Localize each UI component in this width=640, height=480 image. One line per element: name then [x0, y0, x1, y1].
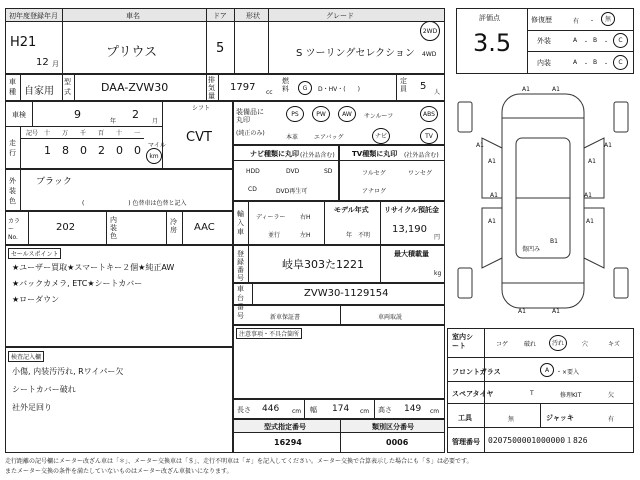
mileage-digit-header-cell: 十 [44, 130, 51, 137]
mileage-digit-header-cell: 千 [80, 130, 87, 137]
recycle-value: 13,190 [392, 224, 427, 235]
chassis-label: 車台番号 [237, 285, 244, 320]
equipment-sub-label: (純正のみ) [236, 130, 265, 137]
tv-label: TV種類に丸印 [352, 150, 398, 158]
spare-item: T [530, 390, 534, 397]
navi-item: DVD再生可 [276, 188, 308, 195]
mileage-digit-header-cell: 一 [134, 130, 141, 137]
model-year-label: モデル年式 [334, 206, 369, 214]
car-name-label: 車名 [126, 12, 140, 20]
seat-item: 穴 [582, 341, 589, 348]
color-no-value: 202 [56, 222, 76, 233]
condition-box [447, 328, 634, 453]
notes-box [233, 325, 445, 399]
damage-mark: B1 [550, 238, 558, 245]
mileage-digit-header-cell: 百 [98, 130, 105, 137]
ext-a: A [573, 37, 578, 44]
type-no-label: 型式指定番号 [264, 423, 306, 431]
ac-value: AAC [194, 222, 215, 233]
score-label: 評価点 [479, 14, 500, 22]
interior-color-label: 内装色 [110, 216, 117, 240]
month-unit: 月 [52, 60, 59, 68]
sales-points-line: ★ユーザー買取★スマートキー２個★純正AW [12, 263, 175, 272]
import-parallel: 並行 [268, 232, 281, 239]
capacity-label: 定員 [400, 77, 407, 93]
glass-rest: ・×要入 [556, 369, 580, 376]
damage-mark: A1 [552, 308, 560, 315]
color-note: ( ) 色替車は色替と記入 [82, 200, 187, 207]
color-box [5, 169, 233, 211]
length-value: 446 [262, 404, 280, 414]
interior-label: 内装 [537, 59, 551, 67]
damage-mark: A1 [476, 142, 484, 149]
shift-value: CVT [186, 130, 212, 145]
mileage-digit: 2 [98, 144, 105, 157]
mileage-digit: 8 [62, 144, 69, 157]
equipment-item: PW [312, 106, 330, 122]
inspection-month-unit: 月 [152, 118, 159, 125]
mileage-digit: 0 [134, 144, 141, 157]
navi-sub-label: (社外品含む) [300, 152, 335, 159]
registration-box [233, 245, 445, 283]
inspector-note-line: 社外足回り [12, 403, 52, 412]
car-diagram [452, 78, 634, 324]
damage-mark: A1 [490, 192, 498, 199]
spare-item: 欠 [608, 392, 615, 399]
sales-points-box [5, 245, 233, 347]
footer-line-2: またメーター交換の条件を満たしていないものはメーター改ざん車扱いになります。 [5, 468, 233, 475]
inspector-notes-label: 検査記入欄 [8, 351, 44, 362]
int-selected-circle [613, 55, 628, 70]
repair-yes: 有 [573, 18, 580, 25]
capacity-value: 5 [420, 81, 427, 92]
spare-item: 修理KIT [560, 392, 582, 399]
footer-line-1: 走行距離の記号欄にメーター改ざん車は「＊」、メーター交換車は「＄」、走行不明車は「＃」を記入してください。メーター交換で合算表示した場合にも「＄」は必要です。 [5, 458, 473, 465]
registration-value: 岐阜303た1221 [282, 258, 364, 271]
ext-selected-circle [613, 33, 628, 48]
length-cm: cm [292, 408, 302, 415]
drive-4wd: 4WD [422, 51, 437, 58]
width-label: 幅 [310, 406, 317, 414]
navi-item: CD [248, 186, 257, 193]
navi-item: DVD [286, 168, 300, 175]
capacity-unit: 人 [434, 89, 441, 96]
int-a: A [573, 59, 578, 66]
records-box [233, 305, 445, 325]
int-selected: C [618, 59, 623, 66]
tv-item: フルセグ [362, 170, 386, 177]
inspection-year-unit: 年 [110, 118, 117, 125]
model-label: 型式 [64, 78, 71, 96]
import-label: 輸入車 [237, 210, 244, 236]
car-name-value: プリウス [106, 45, 158, 60]
import-left: 左H [300, 232, 311, 239]
width-value: 174 [332, 404, 350, 414]
sales-points-line: ★バックカメラ, ETC★シートカバー [12, 279, 143, 288]
notes-label: 注意事項・不具合箇所 [236, 328, 302, 339]
exterior-label: 外装 [537, 37, 551, 45]
tv-item: ワンセグ [408, 170, 433, 177]
chassis-value: ZVW30-1129154 [304, 288, 389, 299]
repair-label: 修復歴 [531, 16, 552, 24]
damage-mark: A1 [518, 308, 526, 315]
equipment-item: ナビ [372, 128, 390, 144]
height-value: 149 [404, 404, 422, 414]
score-value: 3.5 [473, 29, 512, 57]
model-value: DAA-ZVW30 [101, 81, 169, 94]
fuel-g: G [302, 85, 308, 92]
mileage-digit: 1 [44, 144, 51, 157]
inspector-note-line: 小傷, 内装汚汚れ, Rワイパー欠 [12, 367, 124, 376]
sales-points-label: セールスポイント [8, 248, 61, 259]
mileage-unit-mile: マイル [148, 142, 166, 149]
equipment-item: TV [420, 128, 438, 144]
recycle-yen: 円 [434, 234, 441, 241]
width-cm: cm [360, 408, 370, 415]
shape-label: 形状 [246, 12, 260, 20]
inspection-box [5, 101, 233, 169]
damage-mark: A1 [604, 142, 612, 149]
mileage-km-circle [146, 148, 162, 164]
max-load-kg: kg [434, 270, 442, 277]
score-box: 評価点 3.5 修復歴 有 ・ 無 外装 A ・ B ・ C 内装 A ・ B ・ C [456, 8, 634, 74]
import-dealer: ディーラー [256, 214, 286, 221]
class-no-label: 類別区分番号 [372, 423, 414, 431]
ext-b: B [593, 37, 598, 44]
dimensions-box [233, 399, 445, 419]
drive-2wd-circle [420, 21, 440, 41]
tv-item: アナログ [362, 188, 387, 195]
navi-item: SD [324, 168, 333, 175]
reg-year-value: H21 [10, 35, 37, 50]
use-label: 車種 [9, 78, 16, 96]
equipment-item: PS [286, 106, 304, 122]
inspection-year: 9 [74, 108, 81, 121]
color-value: ブラック [36, 177, 72, 187]
damage-mark: A1 [588, 158, 596, 165]
height-label: 高さ [378, 406, 392, 414]
tools-value: 無 [508, 416, 515, 423]
spare-label: スペアタイヤ [452, 390, 494, 398]
import-right: 右H [300, 214, 311, 221]
seat-item: 汚れ [549, 335, 567, 351]
mileage-digit: 0 [80, 144, 87, 157]
damage-mark: A1 [584, 192, 592, 199]
door-label: ドア [213, 12, 227, 20]
inspection-month: 2 [132, 108, 139, 121]
registration-label: 登録番号 [237, 250, 244, 282]
type-no-value: 16294 [274, 438, 302, 447]
repair-no-circle [601, 12, 615, 26]
grade-label: グレード [326, 12, 354, 20]
seat-item: コゲ [496, 341, 509, 348]
glass-a: A [544, 367, 550, 374]
equipment-item: ABS [420, 106, 438, 122]
glass-a-circle [540, 363, 554, 377]
grade-value: S ツーリングセレクション [296, 48, 415, 59]
fuel-g-circle [298, 81, 312, 95]
tv-box [339, 145, 445, 201]
color-label: 外装色 [9, 177, 16, 205]
navi-box [233, 145, 339, 201]
damage-mark: A1 [586, 218, 594, 225]
recycle-label: リサイクル預託金 [384, 206, 440, 214]
reg-month-value: 12 [36, 57, 49, 68]
reg-year-label: 初年度登録年月 [9, 12, 58, 20]
damage-mark: A1 [488, 158, 496, 165]
mgmt-value: 0207500001000000１826 [488, 436, 588, 445]
row2-box [5, 74, 445, 101]
equipment-label: 装備品に丸印 [236, 108, 264, 124]
ac-label: 冷房 [170, 218, 177, 234]
cc-unit: cc [266, 89, 273, 96]
tv-sub-label: (社外品含む) [404, 152, 439, 159]
navi-label: ナビ種類に丸印 [250, 150, 299, 158]
mileage-unit-km: km [149, 153, 159, 160]
int-b: B [593, 59, 598, 66]
wheel-label: 傷凹み [522, 246, 541, 253]
length-label: 長さ [237, 406, 251, 414]
door-value: 5 [216, 41, 225, 56]
equipment-box [233, 101, 445, 145]
jack-label: ジャッキ [546, 414, 574, 422]
repair-no: 無 [604, 16, 611, 23]
height-cm: cm [430, 408, 440, 415]
car-diagram-svg [452, 78, 634, 324]
type-numbers-box [233, 419, 445, 453]
fuel-rest: D・HV・( ) [318, 86, 360, 93]
equipment-item: エアバッグ [314, 134, 344, 141]
inspector-notes-box [5, 347, 233, 453]
seat-item: 破れ [524, 341, 537, 348]
fuel-label: 燃料 [282, 77, 289, 93]
glass-label: フロントガラス [452, 368, 501, 376]
tools-label: 工具 [458, 414, 472, 422]
jack-value: 有 [608, 416, 615, 423]
mileage-digit: 0 [116, 144, 123, 157]
model-year-value: 年 不明 [346, 232, 371, 239]
equipment-item: 本革 [286, 134, 299, 141]
max-load-label: 最大積載量 [394, 250, 429, 258]
mileage-digit-header-cell: 万 [62, 130, 69, 137]
import-box [233, 201, 445, 245]
mgmt-label: 管理番号 [452, 438, 480, 446]
ext-selected: C [618, 37, 623, 44]
inspection-label: 車検 [12, 111, 26, 119]
drive-2wd: 2WD [422, 28, 438, 35]
mileage-digit-header-cell: 記号 [26, 130, 39, 137]
color-no-label: カラーNo. [8, 218, 21, 241]
damage-mark: A1 [488, 218, 496, 225]
seat-label: 室内シート [452, 333, 473, 350]
mileage-digit-header-cell: 十 [116, 130, 123, 137]
header-box [5, 8, 445, 74]
inspector-note-line: シートカバー破れ [12, 385, 76, 394]
damage-mark: A1 [522, 86, 530, 93]
navi-item: HDD [246, 168, 260, 175]
damage-mark: A1 [552, 86, 560, 93]
use-value: 自家用 [24, 86, 54, 97]
seat-item: キズ [608, 341, 620, 348]
color-no-box [5, 211, 233, 245]
equipment-item: AW [338, 106, 356, 122]
mileage-label: 走行 [9, 139, 16, 157]
sales-points-line: ★ローダウン [12, 295, 60, 304]
class-no-value: 0006 [386, 438, 409, 447]
displacement-value: 1797 [230, 82, 256, 93]
equipment-item: サンルーフ [364, 113, 394, 120]
manual-label: 車両取説 [378, 314, 403, 321]
warranty-label: 新車保証書 [270, 314, 301, 321]
shift-label: シフト [192, 105, 211, 112]
displacement-label: 排気量 [208, 76, 215, 100]
